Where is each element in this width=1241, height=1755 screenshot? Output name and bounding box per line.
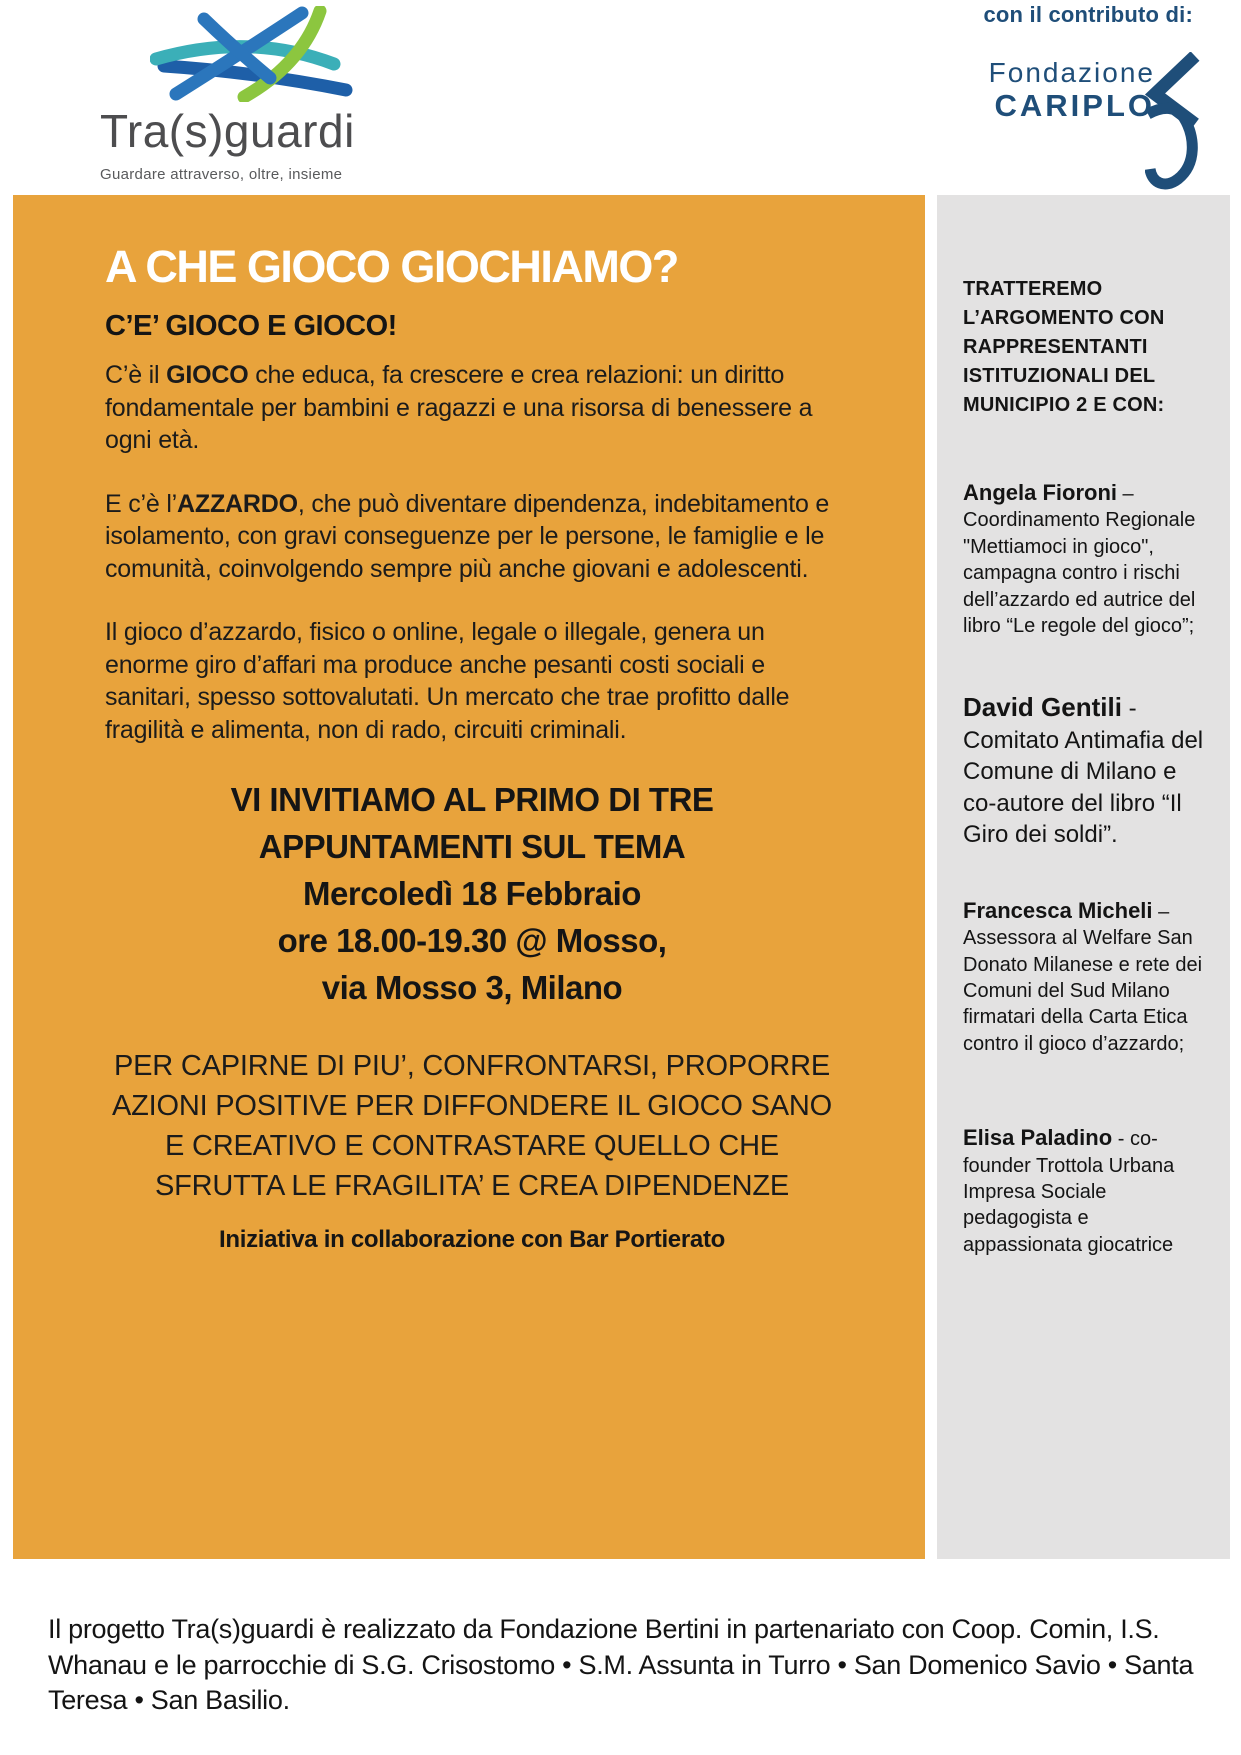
invitation-line-1: VI INVITIAMO AL PRIMO DI TRE	[230, 781, 714, 819]
paragraph-azzardo-bold: AZZARDO	[177, 489, 298, 518]
speaker-description: Assessora al Welfare San Donato Milanese e rete dei Comuni del Sud Milano firmatari della Carta Etica contro il gioco d’azzardo;	[963, 927, 1203, 1055]
speaker-description: Comitato Antimafia del Comune di Milano e co-autore del libro “Il Giro dei soldi”.	[963, 727, 1204, 848]
contribution-label: con il contributo di:	[983, 2, 1193, 27]
speaker-elisa-paladino	[963, 1123, 1208, 1258]
trasguardi-logo-icon	[150, 6, 360, 102]
page-title: A CHE GIOCO GIOCHIAMO?	[105, 241, 678, 292]
speaker-separator: -	[1112, 1128, 1130, 1151]
trasguardi-tagline: Guardare attraverso, oltre, insieme	[100, 166, 343, 183]
sidebar-heading: TRATTEREMO L’ARGOMENTO CON RAPPRESENTANTI ISTITUZIONALI DEL MUNICIPIO 2 E CON:	[963, 278, 1165, 416]
speaker-description: co-founder Trottola Urbana Impresa Sociale pedagogista e appassionata giocatrice	[963, 1128, 1175, 1256]
speaker-bio	[963, 1123, 1208, 1258]
purpose-statement: PER CAPIRNE DI PIU’, CONFRONTARSI, PROPORRE AZIONI POSITIVE PER DIFFONDERE IL GIOCO SANO E CREATIVO E CONTRASTARE QUELLO CHE SFRUTTA LE FRAGILITA’ E CREA DIPENDENZE	[111, 1049, 833, 1202]
speaker-separator: -	[1121, 695, 1137, 723]
cariplo-wordmark-line2: CARIPLO	[994, 87, 1155, 123]
paragraph-azzardo-pre: E c’è l’	[105, 489, 178, 518]
project-credits: Il progetto Tra(s)guardi è realizzato da Fondazione Bertini in partenariato con Coop. Comin, I.S. Whanau e le parrocchie di S.G. Crisostomo • S.M. Assunta in Turro • San Domenico Savio • Santa Teresa • San Basilio.	[48, 1614, 1194, 1716]
speaker-angela-fioroni	[963, 478, 1208, 639]
collaboration-note: Iniziativa in collaborazione con Bar Portierato	[218, 1225, 725, 1253]
event-time-place: ore 18.00-19.30 @ Mosso,	[277, 921, 667, 959]
cariplo-logo-icon	[1145, 52, 1201, 202]
event-date: Mercoledì 18 Febbraio	[303, 874, 641, 912]
speaker-bio	[963, 691, 1208, 850]
invitation-line-2: APPUNTAMENTI SUL TEMA	[258, 828, 686, 866]
paragraph-gioco-bold: GIOCO	[166, 361, 249, 390]
speaker-name: Francesca Micheli	[963, 897, 1153, 923]
speaker-bio	[963, 896, 1208, 1057]
speakers-sidebar	[937, 195, 1230, 1559]
paragraph-gioco-post: che educa, fa crescere e crea relazioni: un diritto fondamentale per bambini e ragazzi e una risorsa di benessere a ogni età.	[105, 361, 813, 455]
cariplo-wordmark	[989, 58, 1155, 123]
speaker-bio	[963, 478, 1208, 639]
paragraph-mercato: Il gioco d’azzardo, fisico o online, legale o illegale, genera un enorme giro d’affari ma produce anche pesanti costi sociali e sanitari, spesso sottovalutati. Un mercato che trae profitto dalle fragilità e alimenta, non di rado, circuiti criminali.	[105, 618, 790, 744]
paragraph-azzardo-post: , che può diventare dipendenza, indebitamento e isolamento, con gravi conseguenze per le persone, le famiglie e le comunità, coinvolgendo sempre più anche giovani e adolescenti.	[105, 489, 830, 583]
event-address: via Mosso 3, Milano	[321, 968, 623, 1006]
paragraph-gioco-pre: C’è il	[105, 361, 167, 390]
speaker-name: David Gentili	[963, 692, 1122, 723]
speaker-name: Elisa Paladino	[963, 1125, 1113, 1151]
speaker-francesca-micheli	[963, 896, 1208, 1057]
speaker-separator: –	[1117, 483, 1134, 505]
trasguardi-logo	[100, 6, 420, 183]
paragraph-gioco	[105, 359, 839, 457]
page-subtitle: C’E’ GIOCO E GIOCO!	[105, 310, 397, 343]
cariplo-wordmark-line1: Fondazione	[988, 57, 1155, 88]
speaker-name: Angela Fioroni	[963, 480, 1117, 505]
paragraph-azzardo	[105, 488, 839, 586]
speaker-description: Coordinamento Regionale "Mettiamoci in gioco", campagna contro i rischi dell’azzardo ed autrice del libro “Le regole del gioco”;	[963, 509, 1196, 637]
invitation-block	[105, 777, 839, 1011]
main-content-panel	[13, 195, 925, 1559]
trasguardi-wordmark: Tra(s)guardi	[100, 105, 355, 157]
speaker-david-gentili	[963, 691, 1208, 850]
speaker-separator: –	[1152, 900, 1170, 923]
